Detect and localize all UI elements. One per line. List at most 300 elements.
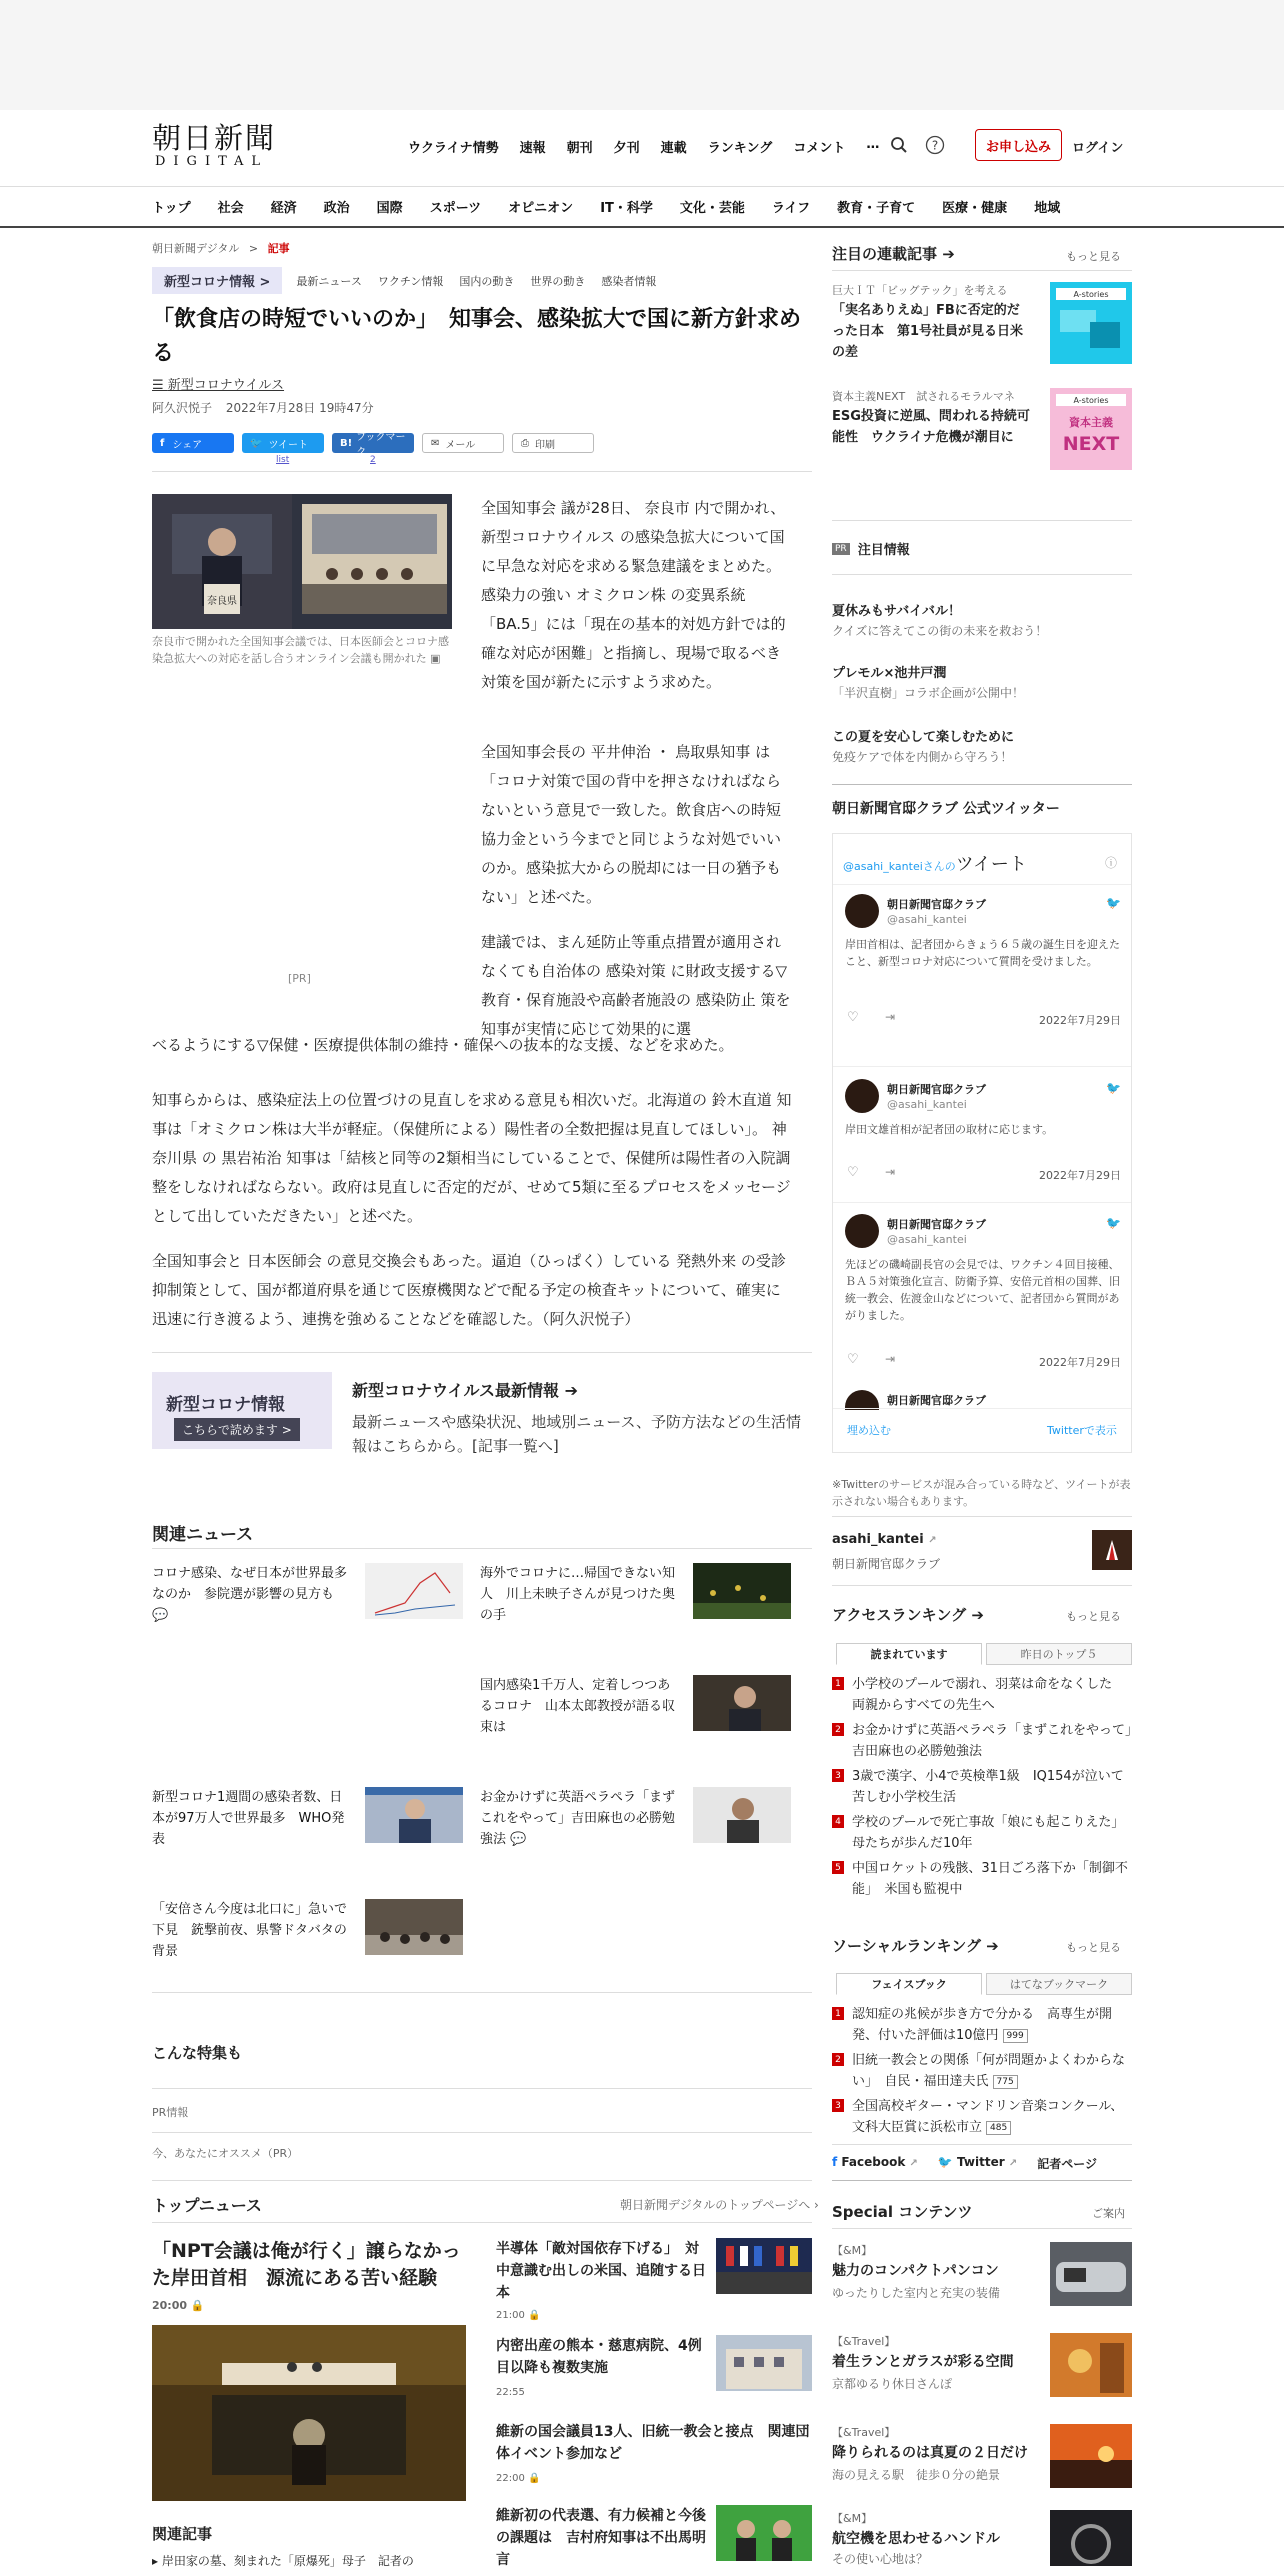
breadcrumb-site[interactable]: 朝日新聞デジタル — [152, 242, 240, 255]
ranking-item[interactable] — [832, 1812, 1132, 1854]
caption-text: 奈良市で開かれた全国知事会議では、日本医師会とコロナ感染急拡大への対応を話し合うオンライン会議も開かれた — [152, 635, 449, 665]
related-title-text: お金かけずに英語ペラペラ「まずこれをやって」吉田麻也の必勝勉強法 — [480, 1790, 676, 1847]
social-title — [852, 2004, 1132, 2046]
divider — [832, 574, 1132, 575]
featured-heading: Special コンテンツ — [832, 2203, 973, 2221]
featured-title: 着生ランとガラスが彩る空間 — [832, 2354, 1014, 2370]
topnews-item-title: 維新の国会議員13人、旧統一教会と接点 関連団体イベント参加など — [496, 2424, 810, 2462]
cat-society[interactable]: 社会 — [217, 201, 244, 216]
topnews-item-time — [496, 2310, 540, 2321]
cat-life[interactable]: ライフ — [771, 201, 811, 216]
topnews-item-title: 半導体「敵対国依存下げる」 対中意識む出しの米国、追随する日本 — [496, 2241, 706, 2301]
top-ad-space — [0, 0, 1284, 110]
divider — [152, 1352, 812, 1353]
series-label: 新型コロナウイルス — [167, 378, 285, 393]
search-icon[interactable] — [888, 134, 910, 156]
twitter-count[interactable]: list — [276, 455, 290, 465]
featured-guide-link[interactable]: ご案内 — [1092, 2207, 1125, 2220]
attention-header — [832, 539, 910, 558]
ranking-title: 中国ロケットの残骸、31日ごろ落下か「制御不能」 米国も監視中 — [852, 1861, 1128, 1897]
profile-avatar[interactable] — [1092, 1530, 1132, 1570]
topnews-heading: トップニュース — [152, 2196, 262, 2215]
twitter-label: ツイート — [268, 439, 308, 451]
tab-read[interactable]: 読まれています — [836, 1643, 982, 1665]
social-title-text: 全国高校ギター・マンドリン音楽コンクール、文科大臣賞に浜松市立 — [852, 2099, 1124, 2135]
social-item[interactable] — [832, 2050, 1132, 2092]
pr-badge: PR — [832, 543, 850, 555]
heart-icon[interactable]: ♡ — [847, 1352, 859, 1367]
thumb-text: A-stories — [1073, 290, 1109, 299]
comment-icon: 💬 — [510, 1832, 527, 1847]
thumb-text: A-stories — [1073, 396, 1109, 405]
featured-image — [1050, 2242, 1132, 2306]
series-item-title: ESG投資に逆風、問われる持続可能性 ウクライナ危機が潮目に — [832, 409, 1030, 445]
cat-it-science[interactable]: IT・科学 — [600, 201, 653, 216]
related-title: 「安倍さん今度は北口に」急いで下見 銃撃前夜、県警ドタバタの背景 — [152, 1902, 348, 1959]
top-nav — [408, 137, 900, 156]
attention-heading: 注目情報 — [857, 543, 910, 558]
breadcrumb-current: 記事 — [267, 242, 290, 255]
paragraph: 建議では、まん延防止等重点措置が適用されなくても自治体の 感染対策 に財政支援する▽教育・保育施設や高齢者施設の 感染防止 策を知事が実情に応じて効果的に選 — [481, 933, 791, 1038]
tag-link-cases[interactable]: 感染者情報 — [601, 274, 657, 288]
rank-badge: 2 — [832, 2053, 844, 2066]
publish-date: 2022年7月28日 19時47分 — [225, 401, 374, 415]
cat-international[interactable]: 国際 — [376, 201, 403, 216]
social-title-text: 旧統一教会との関係「何が問題かよくわからない」 自民・福田達夫氏 — [852, 2053, 1126, 2089]
attention-sub: 免疫ケアで体を内側から守ろう！ — [832, 750, 1013, 764]
tweet-account-name: 朝日新聞官邸クラブ — [887, 1394, 986, 1407]
social-title — [852, 2096, 1132, 2138]
avatar[interactable] — [845, 894, 879, 928]
print-icon: ⎙ — [521, 437, 529, 449]
tweet-account-name: 朝日新聞官邸クラブ — [887, 1218, 986, 1231]
topnews-main-image[interactable] — [152, 2325, 466, 2501]
lock-icon: 🔒 — [528, 2310, 541, 2321]
series-link[interactable] — [152, 374, 284, 393]
topnews-main[interactable] — [152, 2238, 466, 2319]
paragraph: べるようにする▽保健・医療提供体制の維持・確保への抜本的な支援、などを求めた。 — [152, 1036, 734, 1054]
related-item[interactable] — [480, 1675, 820, 1739]
social-item[interactable] — [832, 2004, 1132, 2046]
divider — [833, 1408, 1132, 1409]
covid-banner-title: 新型コロナ情報 — [166, 1395, 285, 1415]
tweet-account-handle: @asahi_kantei — [887, 913, 967, 926]
ranking-item[interactable] — [832, 1720, 1132, 1762]
featured-image — [1050, 2510, 1132, 2566]
access-tabs — [836, 1643, 1132, 1665]
topnews-item-time: 22:55 — [496, 2387, 525, 2398]
series-item-label: 資本主義NEXT 試されるモラルマネ — [832, 390, 1015, 403]
covid-tag[interactable]: 新型コロナ情報 > — [152, 267, 282, 294]
svg-text:?: ? — [931, 138, 939, 153]
divider — [832, 2228, 1132, 2229]
related-title — [152, 1563, 352, 1626]
divider — [833, 1202, 1132, 1203]
related-item[interactable] — [480, 1563, 820, 1627]
topnews-main-time — [152, 2292, 466, 2319]
divider — [152, 2180, 812, 2181]
related-item[interactable] — [152, 1787, 492, 1851]
related-title-text: コロナ感染、なぜ日本が世界最多なのか 参院選が影響の見方も — [152, 1566, 348, 1602]
divider — [152, 471, 812, 472]
logo-sub: DIGITAL — [155, 154, 269, 169]
tag-link-world[interactable]: 世界の動き — [530, 274, 586, 288]
divider — [832, 2144, 1132, 2145]
help-icon[interactable] — [924, 134, 946, 156]
covid-info-title[interactable]: 新型コロナウイルス最新情報 ➔ — [352, 1381, 579, 1400]
apply-button[interactable]: お申し込み — [975, 129, 1062, 161]
tweet-text: 先ほどの磯崎副長官の会見では、ワクチン４回目接種、ＢＡ５対策強化宣言、防衛予算、安倍元首相の国葬、旧統一教会、佐渡金山などについて、記者団から質問があがりました。 — [845, 1258, 1120, 1322]
cat-sports[interactable]: スポーツ — [429, 201, 482, 216]
topnews-item-image — [716, 2335, 812, 2391]
mail-label: メール — [445, 439, 476, 451]
related-image — [365, 1899, 463, 1955]
rank-badge: 3 — [832, 1769, 844, 1782]
external-link-icon: ↗ — [928, 1535, 937, 1546]
attention-sub: 「半沢直樹」コラボ企画が公開中！ — [832, 686, 1025, 700]
byline — [152, 399, 374, 416]
follow-row — [832, 2155, 1097, 2172]
twitter-heading: 朝日新聞官邸クラブ 公式ツイッター — [832, 801, 1060, 817]
print-button[interactable] — [512, 433, 594, 453]
rank-badge: 4 — [832, 1815, 844, 1828]
cat-culture[interactable]: 文化・芸能 — [679, 201, 745, 216]
series-item-title: 「実名ありえぬ」FBに否定的だった日本 第1号社員が見る日米の差 — [832, 303, 1024, 360]
lock-icon: 🔒 — [528, 2473, 541, 2484]
series-item-image — [1050, 282, 1132, 346]
mail-share-button[interactable] — [422, 433, 504, 453]
profile-name: 朝日新聞官邸クラブ — [832, 1557, 941, 1571]
tab-facebook[interactable]: フェイスブック — [836, 1973, 982, 1995]
twitter-follow-link[interactable] — [938, 2155, 1017, 2172]
series-item[interactable] — [832, 388, 1132, 478]
divider — [152, 2088, 812, 2089]
attention-sub: クイズに答えてこの街の未来を救おう！ — [832, 624, 1048, 638]
series-more-link[interactable]: もっと見る — [1066, 250, 1121, 263]
related-image — [693, 1675, 791, 1731]
breadcrumb-sep: > — [248, 242, 259, 255]
share-icon[interactable]: ⇥ — [885, 1352, 896, 1366]
article-photo[interactable] — [152, 494, 452, 629]
divider — [152, 2222, 812, 2223]
topnews-item[interactable] — [496, 2238, 812, 2321]
topnews-item[interactable] — [496, 2505, 812, 2568]
rank-badge: 3 — [832, 2099, 844, 2112]
twitter-bird-icon: 🐦 — [1106, 1081, 1121, 1095]
avatar[interactable] — [845, 1214, 879, 1248]
category-nav — [0, 186, 1284, 228]
divider — [832, 520, 1132, 521]
related-item[interactable] — [152, 1563, 492, 1627]
tweet-date[interactable]: 2022年7月29日 — [1039, 1169, 1121, 1182]
related-title — [480, 1787, 680, 1850]
featured-label: 【&Travel】 — [832, 2426, 896, 2439]
paragraph: 全国知事会と 日本医師会 の意見交換会もあった。逼迫（ひっぱく）している 発熱外来 の受診抑制策として、国が都道府県を通じて医療機関などで配る予定の検査キットについて、確実に迅速に行き渡るよう、連携を強めることなどを確認した。（阿久沢悦子） — [152, 1252, 786, 1328]
ranking-item[interactable] — [832, 1858, 1132, 1900]
nav-more[interactable]: … — [866, 137, 880, 152]
featured-title: 魅力のコンパクトパンコン — [832, 2263, 999, 2279]
topnews-related-label: 関連記事 — [152, 2525, 213, 2543]
series-item-label: 巨大ＩＴ「ビッグテック」を考える — [832, 284, 1008, 297]
related-first-text: 岸田家の墓、刻まれた「原爆死」母子 記者の — [161, 2554, 414, 2568]
reporters-link[interactable]: 記者ページ — [1037, 2157, 1097, 2171]
topnews-item-time — [496, 2473, 540, 2484]
featured-image — [1050, 2333, 1132, 2397]
share-bar — [152, 432, 602, 465]
social-tabs — [836, 1973, 1132, 1995]
facebook-label: シェア — [172, 439, 203, 451]
featured-item[interactable] — [832, 2510, 1132, 2566]
twitter-icon: 🐦 — [250, 437, 263, 449]
tweet[interactable] — [845, 1079, 1121, 1189]
cat-economy[interactable]: 経済 — [270, 201, 297, 216]
share-icon[interactable]: ⇥ — [885, 1165, 896, 1179]
featured-image — [1050, 2424, 1132, 2488]
attention-item[interactable] — [832, 726, 1132, 776]
related-image — [693, 1787, 791, 1843]
access-ranking-heading[interactable]: アクセスランキング ➔ — [832, 1606, 984, 1624]
pr-info: PR情報 — [152, 2106, 189, 2119]
view-on-twitter-link[interactable]: Twitterで表示 — [1047, 1424, 1117, 1437]
divider — [832, 1516, 1132, 1517]
featured-item[interactable] — [832, 2333, 1132, 2433]
related-title: 海外でコロナに…帰国できない知人 川上未映子さんが見つけた奥の手 — [480, 1566, 676, 1623]
cat-politics[interactable]: 政治 — [323, 201, 350, 216]
featured-item[interactable] — [832, 2242, 1132, 2342]
ranking-title: 小学校のプールで溺れ、羽菜は命をなくした 両親からすべての先生へ — [852, 1677, 1126, 1713]
covid-info-desc[interactable]: 最新ニュースや感染状況、地域別ニュース、予防方法などの生活情報はこちらから。[記事一覧へ] — [352, 1413, 801, 1455]
expand-photo-icon[interactable]: ▣ — [430, 652, 441, 665]
twitter-timeline[interactable] — [832, 833, 1132, 1453]
lock-icon: 🔒 — [190, 2299, 205, 2312]
mail-icon: ✉ — [431, 437, 440, 449]
topnews-item-image — [716, 2238, 812, 2294]
photo-caption — [152, 633, 456, 667]
featured-sub: ゆったりした室内と充実の装備 — [832, 2286, 1000, 2300]
tweet-account-name: 朝日新聞官邸クラブ — [887, 898, 986, 911]
profile-handle[interactable] — [832, 1532, 937, 1547]
logo-main: 朝日新聞 — [152, 121, 277, 155]
divider — [152, 1992, 812, 1993]
nav-evening[interactable]: 夕刊 — [613, 141, 640, 156]
rank-badge: 1 — [832, 2007, 844, 2020]
divider — [832, 2180, 1132, 2181]
timeline-tweet-word: ツイート — [955, 854, 1027, 875]
divider — [833, 1066, 1132, 1067]
nav-morning[interactable]: 朝刊 — [566, 141, 593, 156]
social-title — [852, 2050, 1132, 2092]
covid-tag-bar — [152, 267, 672, 294]
external-link-icon: ↗ — [909, 2158, 918, 2169]
tab-yesterday[interactable]: 昨日のトップ５ — [986, 1643, 1132, 1665]
related-title: 国内感染1千万人、定着しつつあるコロナ 山本太郎教授が語る収束は — [480, 1678, 676, 1735]
site-header — [0, 110, 1284, 186]
divider — [152, 2132, 812, 2133]
featured-sub: 海の見える駅 徒歩０分の絶景 — [832, 2468, 1001, 2482]
rank-badge: 2 — [832, 1723, 844, 1736]
paragraph: 全国知事会 議が28日、 奈良市 内で開かれ、 新型コロナウイルス の感染急拡大について国に早急な対応を求める緊急建議をまとめた。感染力の強い オミクロン株 の変異系統「BA.5」には「現在の基本的対処方針では的確な対応が困難」と指摘し、現場で取るべき対策を国が新たに示すよう求めた。 — [481, 499, 786, 691]
attention-item[interactable] — [832, 662, 1132, 712]
tag-link-domestic[interactable]: 国内の動き — [459, 274, 515, 288]
time-text: 20:00 — [152, 2299, 188, 2312]
topnews-link-text: 朝日新聞デジタルのトップページへ — [620, 2198, 811, 2212]
related-item[interactable] — [480, 1787, 820, 1851]
ranking-item[interactable] — [832, 1766, 1132, 1808]
rank-badge: 5 — [832, 1861, 844, 1874]
facebook-share-button[interactable] — [152, 433, 234, 453]
cat-opinion[interactable]: オピニオン — [508, 201, 574, 216]
divider — [152, 1548, 812, 1549]
related-item[interactable] — [152, 1899, 492, 1963]
timeline-handle[interactable]: @asahi_kanteiさんの — [843, 860, 956, 873]
topnews-link[interactable] — [620, 2196, 819, 2213]
time-text: 22:00 — [496, 2473, 525, 2484]
timeline-header — [843, 850, 1027, 876]
featured-label: 【&M】 — [832, 2512, 873, 2525]
heart-icon[interactable]: ♡ — [847, 1010, 859, 1025]
twitter-icon: 🐦 — [937, 2155, 953, 2169]
comment-icon: 💬 — [152, 1608, 169, 1623]
special-heading: こんな特集も — [152, 2044, 243, 2062]
social-item[interactable] — [832, 2096, 1132, 2138]
paragraph: 知事らからは、感染症法上の位置づけの見直しを求める意見も相次いだ。北海道の 鈴木直道 知事は「オミクロン株は大半が軽症。（保健所による）陽性者の全数把握は見直してほしい」。 神奈川県 の 黒岩祐治 知事は「結核と同等の2類相当にしていることで、保健所は陽性者の入院調整をしなければならない。政府は見直しに否定的だが、せめて5類に至るプロセスをメッセージとして出していただきたい」と述べた。 — [152, 1091, 792, 1225]
series-heading[interactable]: 注目の連載記事 ➔ — [832, 245, 955, 263]
thumb-text2: 資本主義 — [1069, 416, 1113, 429]
bookmark-label: ブックマーク — [356, 432, 406, 458]
tweet-text: 岸田首相は、記者団からきょう６５歳の誕生日を迎えたこと、新型コロナ対応について質問を受けました。 — [845, 938, 1120, 968]
login-link[interactable]: ログイン — [1072, 141, 1124, 156]
embed-link[interactable]: 埋め込む — [847, 1424, 891, 1437]
paragraph: 全国知事会長の 平井伸治 ・ 鳥取県知事 は「コロナ対策で国の背中を押さなければならないという意見で一致した。飲食店への時短協力金という今までと同じような対処でいいのか。感染拡大からの脱却には一日の猶予もない」と述べた。 — [481, 743, 782, 906]
social-title-text: 認知症の兆候が歩き方で分かる 高専生が開発、付いた評価は10億円 — [852, 2007, 1113, 2043]
topnews-item-title: 維新初の代表選、有力候補と今後の課題は 吉村府知事は不出馬明言 — [496, 2508, 706, 2568]
ranking-title: お金かけずに英語ペラペラ「まずこれをやって」吉田麻也の必勝勉強法 — [852, 1723, 1132, 1759]
series-item-image — [1050, 388, 1132, 455]
twitter-bird-icon: 🐦 — [1106, 1216, 1121, 1230]
tweet-account-handle: @asahi_kantei — [887, 1233, 967, 1246]
twitter-follow-text: Twitter — [957, 2155, 1005, 2169]
profile-handle-text: asahi_kantei — [832, 1532, 924, 1547]
access-more-link[interactable]: もっと見る — [1066, 1610, 1121, 1623]
photo-sign: 奈良県 — [207, 596, 237, 607]
facebook-icon: f — [832, 2155, 838, 2169]
cat-health[interactable]: 医療・健康 — [942, 201, 1008, 216]
twitter-note: ※Twitterのサービスが混み合っている時など、ツイートが表示されない場合もあります。 — [832, 1478, 1131, 1508]
divider — [832, 270, 1132, 271]
featured-title: 航空機を思わせるハンドル — [832, 2531, 1000, 2547]
tweet-account-handle: @asahi_kantei — [887, 1098, 967, 1111]
facebook-follow-text: Facebook — [841, 2155, 906, 2169]
thumb-text3: NEXT — [1062, 433, 1120, 455]
tweet-date[interactable]: 2022年7月29日 — [1039, 1356, 1121, 1369]
logo[interactable] — [152, 122, 280, 172]
social-more-link[interactable]: もっと見る — [1066, 1941, 1121, 1954]
hatena-icon: B! — [340, 437, 353, 449]
related-chart-image — [365, 1563, 463, 1619]
attention-title: プレモル×池井戸潤 — [832, 666, 947, 681]
nav-breaking[interactable]: 速報 — [519, 141, 546, 156]
header-icons — [888, 134, 960, 156]
series-item[interactable] — [832, 282, 1132, 372]
divider — [833, 884, 1132, 885]
info-icon[interactable]: ⓘ — [1105, 856, 1118, 870]
topnews-item[interactable] — [496, 2335, 812, 2405]
featured-label: 【&Travel】 — [832, 2335, 896, 2348]
ranking-title: 学校のプールで死亡事故「娘にも起こりえた」母たちが歩んだ10年 — [852, 1815, 1125, 1851]
attention-item[interactable] — [832, 600, 1132, 650]
divider — [832, 784, 1132, 785]
bookmark-count[interactable]: 2 — [370, 455, 376, 465]
featured-title: 降りられるのは真夏の２日だけ — [832, 2445, 1028, 2461]
tab-hatena[interactable]: はてなブックマーク — [986, 1973, 1132, 1995]
nav-series[interactable]: 連載 — [660, 141, 687, 156]
bookmark-share-button[interactable] — [332, 432, 414, 465]
breadcrumb — [152, 240, 290, 256]
nav-ukraine[interactable]: ウクライナ情勢 — [408, 141, 499, 156]
cat-education[interactable]: 教育・子育て — [837, 201, 916, 216]
share-icon[interactable]: ⇥ — [885, 1010, 896, 1024]
list-icon: ☰ — [152, 378, 168, 393]
covid-banner-button[interactable]: こちらで読めます > — [174, 1418, 300, 1441]
external-link-icon: ↗ — [1008, 2158, 1018, 2169]
ranking-item[interactable] — [832, 1674, 1132, 1716]
print-label: 印刷 — [535, 439, 555, 451]
related-title: 新型コロナ1週間の感染者数、日本が97万人で世界最多 WHO発表 — [152, 1790, 345, 1847]
topnews-item-title: 内密出産の熊本・慈恵病院、4例目以降も複数実施 — [496, 2338, 702, 2376]
related-heading: 関連ニュース — [152, 1525, 254, 1545]
tweet[interactable] — [845, 894, 1121, 1044]
facebook-follow-link[interactable] — [832, 2155, 918, 2172]
twitter-bird-icon: 🐦 — [1106, 896, 1121, 910]
topnews-related-first[interactable]: ▸ 岸田家の墓、刻まれた「原爆死」母子 記者の — [152, 2554, 414, 2568]
heart-icon[interactable]: ♡ — [847, 1165, 859, 1180]
tweet-account-name: 朝日新聞官邸クラブ — [887, 1083, 986, 1096]
tweet[interactable] — [845, 1214, 1121, 1404]
tag-link-latest[interactable]: 最新ニュース — [296, 274, 362, 288]
topnews-item[interactable] — [496, 2421, 812, 2491]
attention-title: この夏を安心して楽しむために — [832, 730, 1015, 745]
tag-link-vaccine[interactable]: ワクチン情報 — [377, 274, 444, 288]
related-image — [693, 1563, 791, 1619]
tweet-text: 岸田文雄首相が記者団の取材に応じます。 — [845, 1123, 1054, 1136]
recommend-label: 今、あなたにオススメ（PR） — [152, 2147, 299, 2160]
related-image — [365, 1787, 463, 1843]
share-count: 485 — [986, 2121, 1011, 2135]
twitter-share-button[interactable] — [242, 433, 324, 465]
article-title: 「飲食店の時短でいいのか」 知事会、感染拡大で国に新方針求める — [152, 307, 802, 366]
rank-badge: 1 — [832, 1677, 844, 1690]
avatar[interactable] — [845, 1079, 879, 1113]
cat-region[interactable]: 地域 — [1034, 201, 1061, 216]
nav-ranking[interactable]: ランキング — [707, 141, 773, 156]
ranking-title: 3歳で漢字、小4で英検準1級 IQ154が泣いて苦しむ小学校生活 — [852, 1769, 1124, 1805]
nav-comment[interactable]: コメント — [793, 141, 846, 156]
chevron-right-icon: › — [814, 2198, 819, 2212]
topnews-item-image — [716, 2505, 812, 2561]
share-count: 999 — [1003, 2029, 1028, 2043]
pr-label: [PR] — [288, 972, 311, 985]
tweet-date[interactable]: 2022年7月29日 — [1039, 1014, 1121, 1027]
divider — [832, 1585, 1132, 1586]
cat-top[interactable]: トップ — [152, 201, 191, 216]
time-text: 21:00 — [496, 2310, 525, 2321]
share-count: 775 — [993, 2075, 1018, 2089]
attention-title: 夏休みもサバイバル！ — [832, 604, 961, 619]
social-ranking-heading[interactable]: ソーシャルランキング ➔ — [832, 1937, 999, 1955]
featured-item[interactable] — [832, 2424, 1132, 2524]
featured-sub: その使い心地は？ — [832, 2552, 929, 2566]
covid-banner[interactable] — [152, 1372, 332, 1449]
